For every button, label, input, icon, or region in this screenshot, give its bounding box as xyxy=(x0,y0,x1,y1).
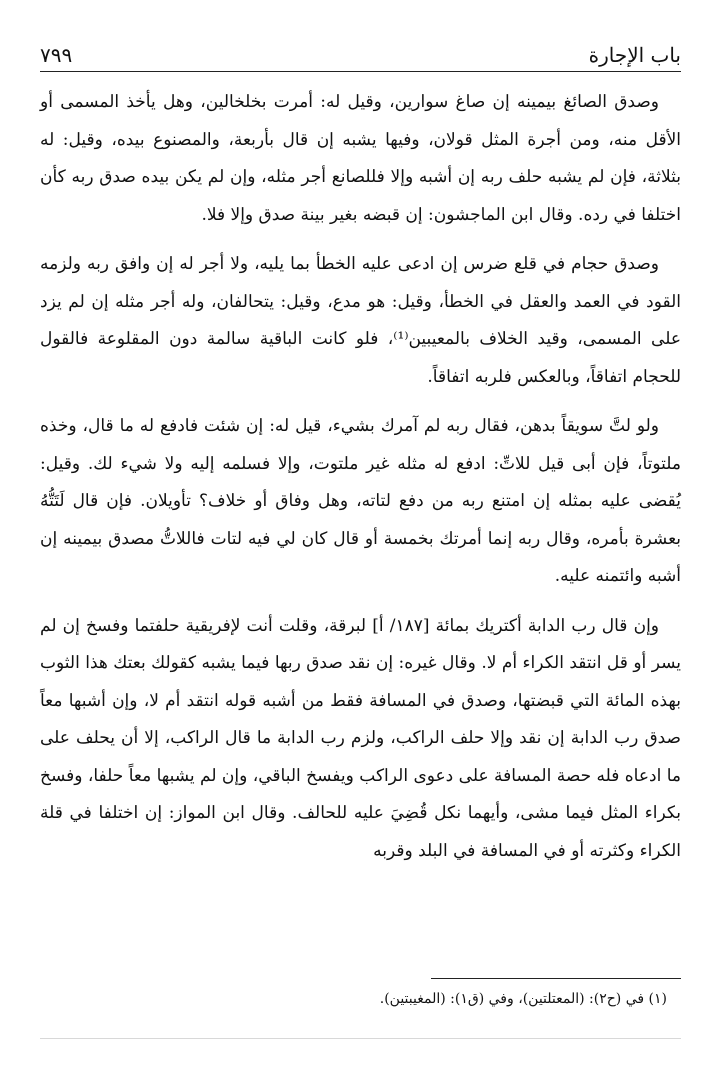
footnote: (١) في (ح٢): (المعتلتين)، وفي (ق١): (المغيبتين). xyxy=(379,991,667,1007)
chapter-title: باب الإجارة xyxy=(588,43,681,67)
paragraph-2: وصدق حجام في قلع ضرس إن ادعى عليه الخطأ بما يليه، ولا أجر له إن وافق ربه ولزمه القود في العمد والعقل في الخطأ، وقيل: هو مدع، وقيل: يتحالفان، وله أجر مثله إن لم يزد على المسمى، وقيد الخلاف بالمعيبين⁽¹⁾، فلو كانت الباقية سالمة دون المقلوعة فالقول للحجام اتفاقاً، وبالعكس فلربه اتفاقاً. xyxy=(40,254,681,387)
page-number: ٧٩٩ xyxy=(40,43,73,67)
footnote-separator xyxy=(431,978,681,979)
paragraph-3: ولو لتَّ سويقاً بدهن، فقال ربه لم آمرك بشيء، قيل له: إن شئت فادفع له ما قال، وخذه ملتوتاً، فإن أبى قيل للاتِّ: ادفع له مثله غير ملتوت، وإلا فسلمه إليه ولا شيء لك. وقيل: يُقضى عليه بمثله إن امتنع ربه من دفع لتاته، وهل وفاق أو خلاف؟ تأويلان. فإن قال لَتَتُّهُ بعشرة بأمره، وقال ربه إنما أمرتك بخمسة أو قال كان لي فيه لتات فاللاتُّ مصدق بيمينه إن أشبه وائتمنه عليه. xyxy=(40,416,681,586)
bottom-divider xyxy=(40,1038,681,1039)
paragraph-1: وصدق الصائغ بيمينه إن صاغ سوارين، وقيل له: أمرت بخلخالين، وهل يأخذ المسمى أو الأقل منه، ومن أجرة المثل قولان، وفيها يشبه إن قال بأربعة، والمصنوع بيده، وقيل: له بثلاثة، فإن لم يشبه حلف ربه إن أشبه وإلا فللصانع أجر مثله، وإن لم يكن بيده صدق ربه كأن اختلفا في رده. وقال ابن الماجشون: إن قبضه بغير بينة صدق وإلا فلا. xyxy=(40,92,681,225)
page-header xyxy=(40,36,681,72)
main-text xyxy=(40,84,681,882)
paragraph-4: وإن قال رب الدابة أكتريك بمائة [١٨٧/ أ] لبرقة، وقلت أنت لإفريقية حلفتما وفسخ إن لم يسر أو قل انتقد الكراء أم لا. وقال غيره: إن نقد صدق ربها فيما يشبه كقولك بعتك هذا الثوب بهذه المائة التي قبضتها، وصدق في المسافة فقط من أشبه قوله انتقد أم لا، وإن أشبها معاً صدق رب الدابة إن نقد وإلا حلف الراكب، ولزم رب الدابة ما قال الراكب، إلا أن يحلف على ما ادعاه فله حصة المسافة على دعوى الراكب ويفسخ الباقي، وإن لم يشبها معاً حلفا، وفسخ بكراء المثل فيما مشى، وأيهما نكل قُضِيَ عليه للحالف. وقال ابن المواز: إن اختلفا في قلة الكراء وكثرته أو في المسافة في البلد وقربه xyxy=(40,615,681,861)
